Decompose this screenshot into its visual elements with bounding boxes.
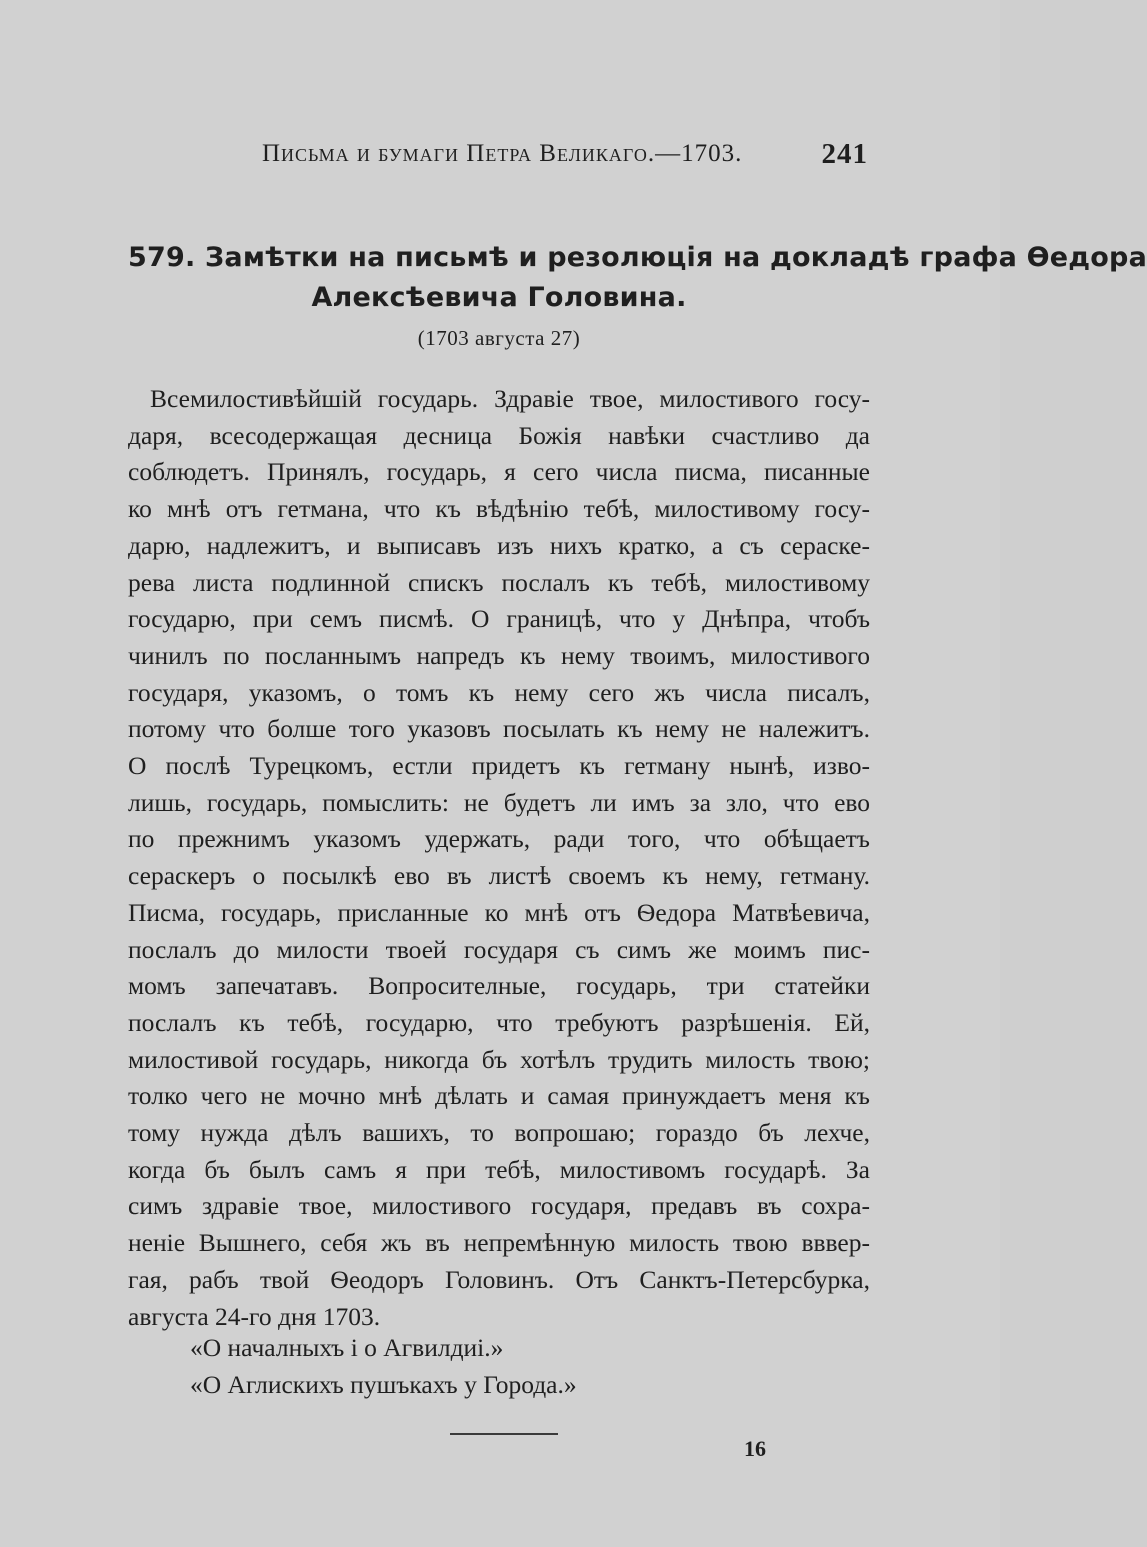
body-line: рева листа подлинной спискъ послалъ къ тебѣ, милостивому (128, 567, 870, 597)
body-line: государю, при семъ писмѣ. О границѣ, что у Днѣпра, чтобъ (128, 604, 870, 634)
body-line: Писма, государь, присланные ко мнѣ отъ Ѳедора Матвѣевича, (128, 897, 870, 927)
body-line: ко мнѣ отъ гетмана, что къ вѣдѣнію тебѣ, милостивому госу- (128, 494, 870, 524)
running-head (262, 140, 868, 176)
body-line: чинилъ по посланнымъ напредъ къ нему твоимъ, милостивого (128, 640, 870, 670)
document-heading (128, 238, 1147, 318)
body-line: послалъ до милости твоей государя съ симъ же моимъ пис- (128, 934, 870, 964)
body-line: потому что болше того указовъ посылать къ нему не належитъ. (128, 714, 870, 744)
body-line: дарю, надлежитъ, и выписавъ изъ нихъ кратко, а съ сераске- (128, 530, 870, 560)
body-line: О послѣ Турецкомъ, естли придетъ къ гетману нынѣ, изво- (128, 751, 870, 781)
document-heading-line-1: 579. Замѣтки на письмѣ и резолюція на докладѣ графа Ѳедора (128, 242, 1147, 273)
running-title: Письма и бумаги Петра Великаго.—1703. (262, 140, 743, 167)
note-line-1: «О началныхъ і о Агвилдиі.» (190, 1333, 504, 1362)
body-line: толко чего не мочно мнѣ дѣлать и самая принуждаетъ меня къ (128, 1081, 870, 1111)
body-line: соблюдетъ. Принялъ, государь, я сего числа писма, писанные (128, 457, 870, 487)
document-heading-line-2: Алексѣевича Головина. (311, 282, 687, 313)
letter-body (128, 381, 870, 1335)
note-line-2: «О Аглискихъ пушъкахъ у Города.» (190, 1370, 577, 1399)
body-line: симъ здравіе твое, милостивого государя, предавъ въ сохра- (128, 1191, 870, 1221)
body-line: государя, указомъ, о томъ къ нему сего жъ числа писалъ, (128, 677, 870, 707)
body-line: когда бъ былъ самъ я при тебѣ, милостивомъ государѣ. За (128, 1154, 870, 1184)
document-date: (1703 августа 27) (417, 326, 581, 350)
body-line: гая, рабъ твой Ѳеодоръ Головинъ. Отъ Санктъ-Петерсбурка, (128, 1264, 870, 1294)
body-line: лишь, государь, помыслить: не будетъ ли имъ за зло, что ево (128, 787, 870, 817)
body-line: по прежнимъ указомъ удержать, ради того, что обѣщаетъ (128, 824, 870, 854)
body-line: послалъ къ тебѣ, государю, что требуютъ разрѣшенія. Ей, (128, 1007, 870, 1037)
body-line: сераскеръ о посылкѣ ево въ листѣ своемъ къ нему, гетману. (128, 861, 870, 891)
body-line: момъ запечатавъ. Вопросителные, государь, три статейки (128, 971, 870, 1001)
body-line: августа 24-го дня 1703. (128, 1301, 381, 1331)
body-line: милостивой государь, никогда бъ хотѣлъ трудить милость твою; (128, 1044, 870, 1074)
body-line: неніе Вышнего, себя жъ въ непремѣнную милость твою вввер- (128, 1228, 870, 1258)
signature-mark: 16 (744, 1436, 766, 1461)
body-line: Всемилостивѣйшій государь. Здравіе твое, милостивого госу- (150, 384, 870, 413)
body-line: тому нужда дѣлъ вашихъ, то вопрошаю; гораздо бъ лехче, (128, 1118, 870, 1148)
page-number: 241 (821, 138, 868, 170)
end-rule-divider (450, 1433, 558, 1435)
body-line: даря, всесодержащая десница Божія навѣки счастливо да (128, 420, 870, 450)
